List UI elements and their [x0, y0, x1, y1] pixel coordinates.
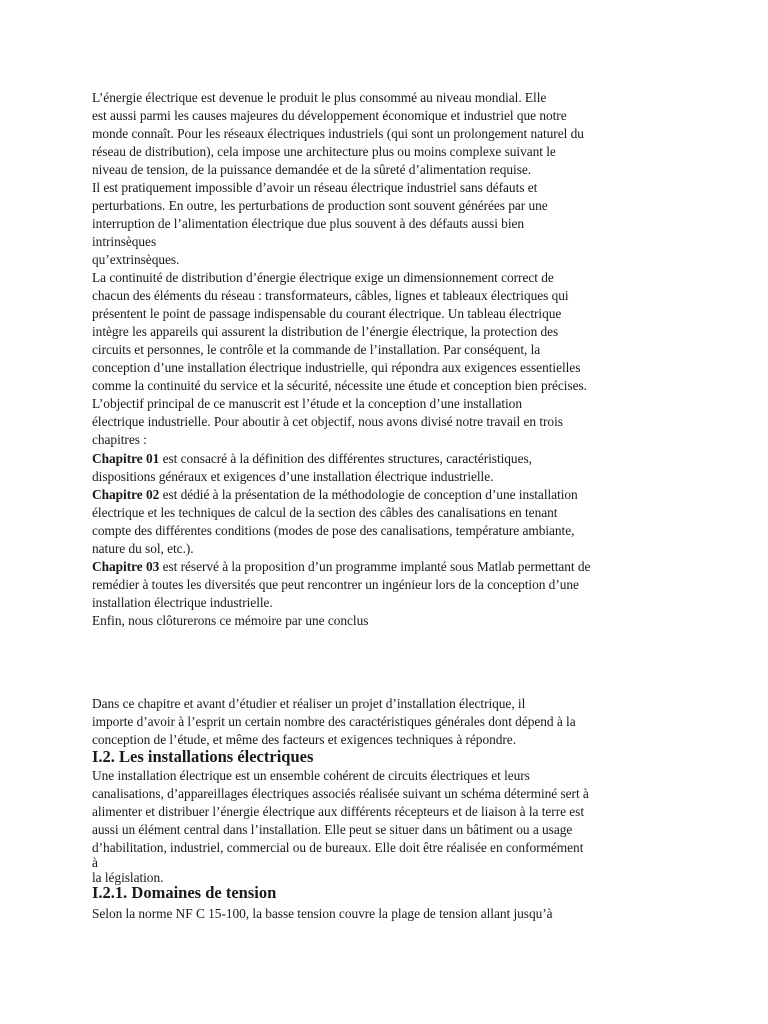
subsection-heading: I.2.1. Domaines de tension	[92, 883, 277, 902]
intro-line: présentent le point de passage indispensable du courant électrique. Un tableau électrique	[92, 306, 562, 321]
intro-line: comme la continuité du service et la sécurité, nécessite une étude et conception bien précises.	[92, 378, 587, 393]
section-1-line: aussi un élément central dans l’installation. Elle peut se situer dans un bâtiment ou a usage	[92, 822, 573, 837]
chapter-2-line	[92, 486, 578, 504]
intro-line: Il est pratiquement impossible d’avoir un réseau électrique industriel sans défauts et	[92, 180, 538, 195]
intro-line: qu’extrinsèques.	[92, 252, 180, 267]
intro-line: monde connaît. Pour les réseaux électriques industriels (qui sont un prolongement naturel du	[92, 126, 584, 141]
intro-line: intègre les appareils qui assurent la distribution de l’énergie électrique, la protection des	[92, 324, 559, 339]
intro-line: L’énergie électrique est devenue le produit le plus consommé au niveau mondial. Elle	[92, 90, 547, 105]
closing-line: Enfin, nous clôturerons ce mémoire par une conclus	[92, 613, 369, 628]
chapter-2-line: électrique et les techniques de calcul de la section des câbles des canalisations en tenant	[92, 505, 558, 520]
chapter-3-line	[92, 558, 590, 576]
chapter-1-line: dispositions généraux et exigences d’une installation électrique industrielle.	[92, 469, 494, 484]
intro-line: intrinsèques	[92, 234, 157, 249]
section-1-line: à	[92, 855, 98, 870]
chapter-1-label: Chapitre 01	[92, 451, 160, 466]
section-1-line: alimenter et distribuer l’énergie électrique aux différents récepteurs et de liaison à la terre est	[92, 804, 585, 819]
chapter-1-text: est consacré à la définition des différentes structures, caractéristiques,	[159, 451, 532, 466]
chapter-3-text: est réservé à la proposition d’un programme implanté sous Matlab permettant de	[159, 559, 591, 574]
intro-line: chapitres :	[92, 432, 147, 447]
intro-line: électrique industrielle. Pour aboutir à cet objectif, nous avons divisé notre travail en trois	[92, 414, 563, 429]
chapter-intro-line: Dans ce chapitre et avant d’étudier et réaliser un projet d’installation électrique, il	[92, 696, 526, 711]
chapter-2-line: compte des différentes conditions (modes de pose des canalisations, température ambiante,	[92, 523, 575, 538]
chapter-1-line	[92, 450, 532, 468]
intro-line: La continuité de distribution d’énergie électrique exige un dimensionnement correct de	[92, 270, 554, 285]
intro-line: chacun des éléments du réseau : transformateurs, câbles, lignes et tableaux électriques qui	[92, 288, 569, 303]
intro-line: interruption de l’alimentation électrique due plus souvent à des défauts aussi bien	[92, 216, 525, 231]
chapter-2-line: nature du sol, etc.).	[92, 541, 194, 556]
chapter-2-label: Chapitre 02	[92, 487, 160, 502]
intro-line: est aussi parmi les causes majeures du développement économique et industriel que notre	[92, 108, 567, 123]
intro-line: réseau de distribution), cela impose une architecture plus ou moins complexe suivant le	[92, 144, 556, 159]
chapter-2-text: est dédié à la présentation de la méthodologie de conception d’une installation	[159, 487, 578, 502]
intro-line: L’objectif principal de ce manuscrit est l’étude et la conception d’une installation	[92, 396, 522, 411]
intro-line: niveau de tension, de la puissance demandée et de la sûreté d’alimentation requise.	[92, 162, 532, 177]
chapter-3-line: installation électrique industrielle.	[92, 595, 273, 610]
chapter-3-line: remédier à toutes les diversités que peut rencontrer un ingénieur lors de la conception d’une	[92, 577, 579, 592]
chapter-3-label: Chapitre 03	[92, 559, 160, 574]
chapter-intro-line: importe d’avoir à l’esprit un certain nombre des caractéristiques générales dont dépend à la	[92, 714, 576, 729]
intro-line: perturbations. En outre, les perturbations de production sont souvent générées par une	[92, 198, 548, 213]
intro-line: circuits et personnes, le contrôle et la commande de l’installation. Par conséquent, la	[92, 342, 541, 357]
section-2-line: Selon la norme NF C 15-100, la basse tension couvre la plage de tension allant jusqu’à	[92, 906, 553, 921]
section-1-line: d’habilitation, industriel, commercial ou de bureaux. Elle doit être réalisée en conformément	[92, 840, 584, 855]
chapter-intro-line: conception de l’étude, et même des facteurs et exigences techniques à répondre.	[92, 732, 516, 747]
section-heading: I.2. Les installations électriques	[92, 747, 314, 766]
section-1-line: canalisations, d’appareillages électriques associés réalisée suivant un schéma déterminé sert à	[92, 786, 589, 801]
section-1-line: Une installation électrique est un ensemble cohérent de circuits électriques et leurs	[92, 768, 530, 783]
section-1-line: la législation.	[92, 870, 164, 885]
intro-line: conception d’une installation électrique industrielle, qui répondra aux exigences essentielles	[92, 360, 581, 375]
